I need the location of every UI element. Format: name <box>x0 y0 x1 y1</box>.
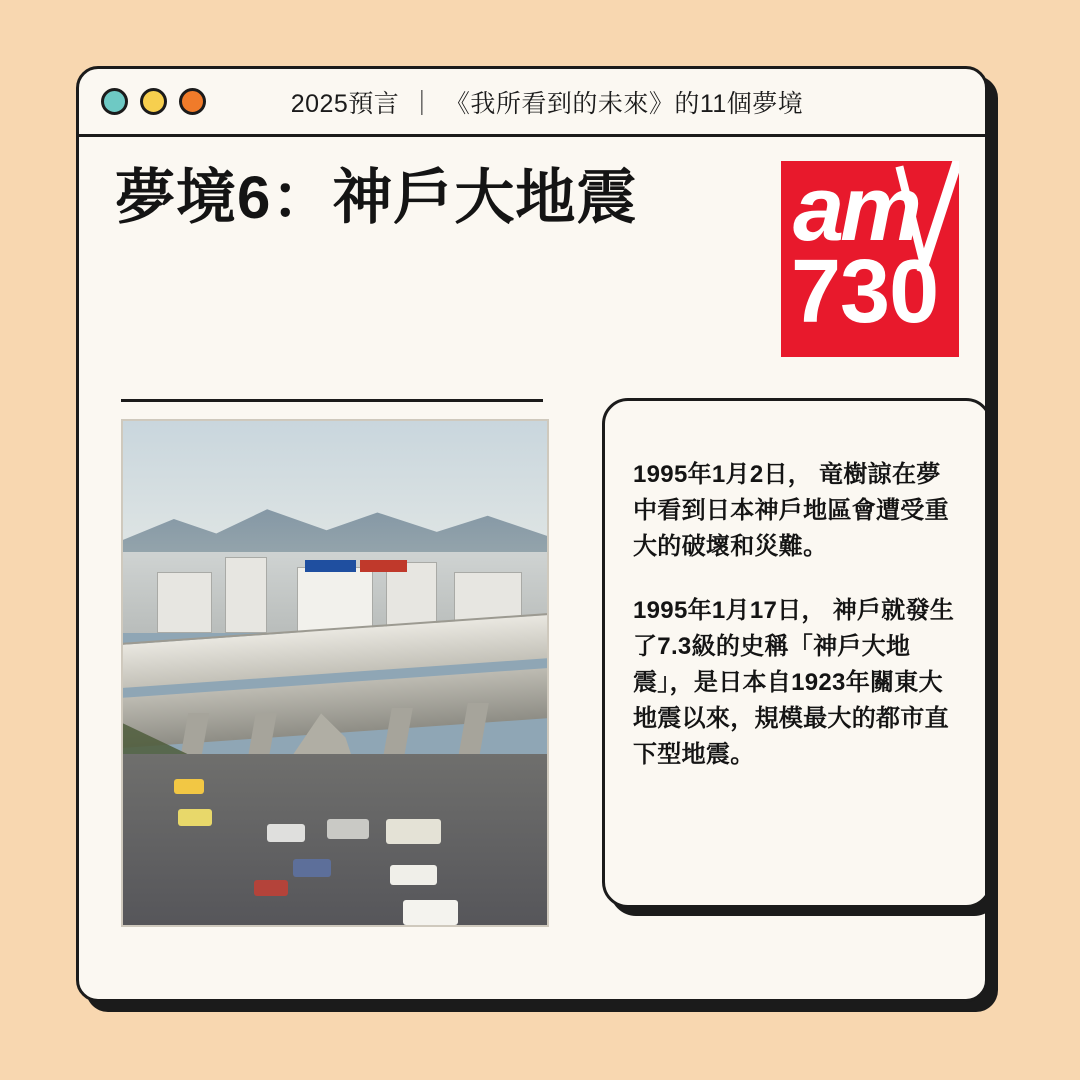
logo-line2: 730 <box>791 242 939 342</box>
logo-line1: am <box>793 161 918 260</box>
photo-vehicle <box>254 880 288 896</box>
panel-paragraph-1: 1995年1月2日， 竜樹諒在夢中看到日本神戶地區會遭受重大的破壞和災難。 <box>633 461 949 560</box>
earthquake-photo <box>121 419 549 927</box>
maximize-dot-icon[interactable] <box>179 88 206 115</box>
photo-divider <box>121 399 543 402</box>
photo-building <box>225 557 267 633</box>
content-card <box>76 66 988 1002</box>
photo-building <box>297 567 373 633</box>
photo-signboard <box>360 560 407 572</box>
photo-fire-truck <box>386 819 441 844</box>
photo-vehicle <box>390 865 437 885</box>
window-title-right: 《我所看到的未來》的11個夢境 <box>444 89 804 118</box>
window-title <box>79 84 985 120</box>
page-title: 夢境6：神戶大地震 <box>115 164 638 231</box>
am730-logo <box>781 161 959 357</box>
photo-vehicle <box>293 859 331 876</box>
photo-vehicle <box>327 819 369 839</box>
photo-vehicle <box>267 824 305 842</box>
photo-signboard <box>305 560 356 572</box>
panel-paragraph-2: 1995年1月17日， 神戶就發生了7.3級的史稱「神戶大地震」，是日本自1923年關東大地震以來，規模最大的都市直下型地震。 <box>633 597 955 768</box>
window-title-left: 2025預言 <box>290 89 400 118</box>
photo-vehicle <box>174 779 204 794</box>
photo-building <box>157 572 212 632</box>
window-titlebar <box>79 69 985 137</box>
text-panel <box>602 398 988 908</box>
close-dot-icon[interactable] <box>101 88 128 115</box>
window-controls <box>101 69 206 134</box>
minimize-dot-icon[interactable] <box>140 88 167 115</box>
photo-vehicle <box>178 809 212 826</box>
photo-truck <box>403 900 458 925</box>
window-title-separator: ｜ <box>409 89 435 118</box>
